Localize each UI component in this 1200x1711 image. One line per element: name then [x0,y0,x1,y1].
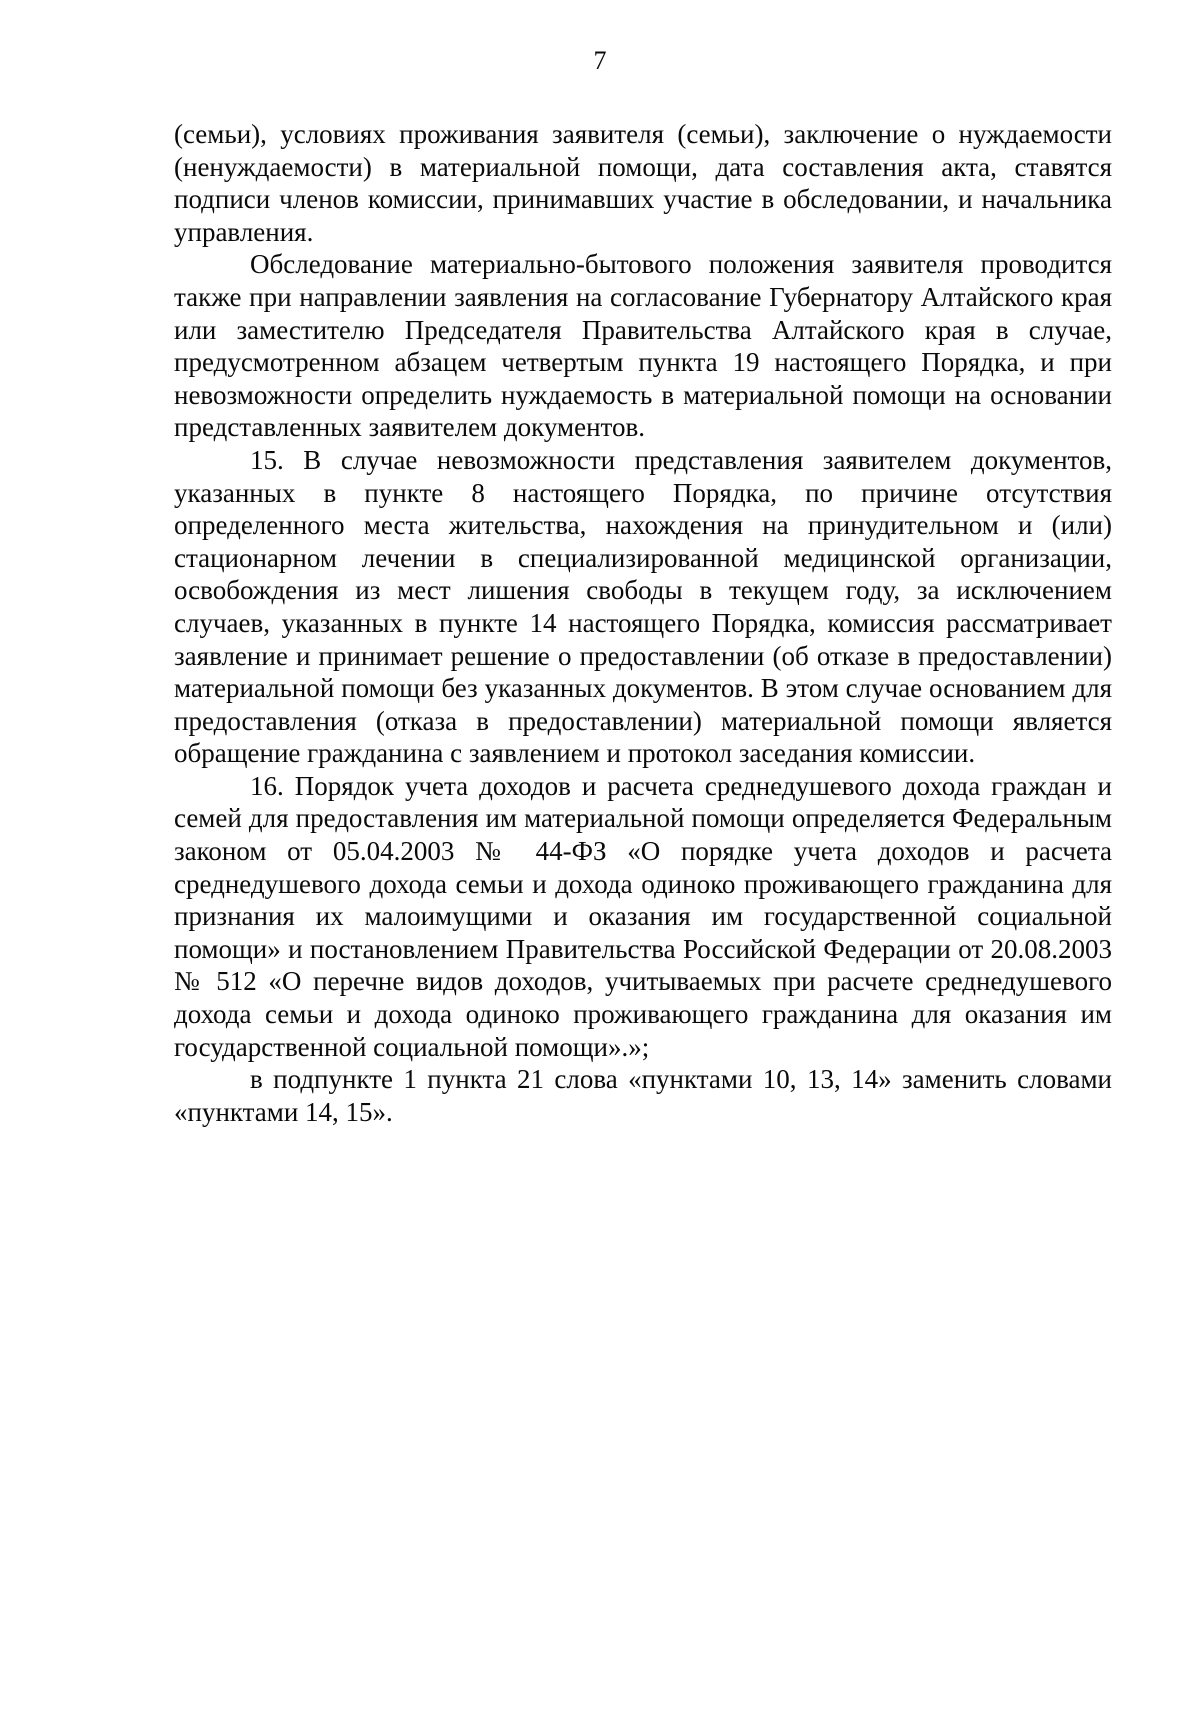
page-number: 7 [593,46,607,75]
paragraph-survey: Обследование материально-бытового положения заявителя проводится также при направлении заявления на согласование Губернатору Алтайского края или заместителю Председателя Правительства Алтайского края в случае, предусмотренном абзацем четвертым пункта 19 настоящего Порядка, и при невозможности определить нуждаемость в материальной помощи на основании представленных заявителем документов. [174,249,1112,443]
paragraph-item-16: 16. Порядок учета доходов и расчета среднедушевого дохода граждан и семей для предоставления им материальной помощи определяется Федеральным законом от 05.04.2003 № 44-ФЗ «О порядке учета доходов и расчета среднедушевого дохода семьи и дохода одиноко проживающего гражданина для признания их малоимущими и оказания им государственной социальной помощи» и постановлением Правительства Российской Федерации от 20.08.2003 № 512 «О перечне видов доходов, учитываемых при расчете среднедушевого дохода семьи и дохода одиноко проживающего гражданина для оказания им государственной социальной помощи».»; [174,770,1112,1062]
paragraph-item-15: 15. В случае невозможности представления заявителем документов, указанных в пункте 8 настоящего Порядка, по причине отсутствия определенного места жительства, нахождения на принудительном и (или) стационарном лечении в специализированной медицинской организации, освобождения из мест лишения свободы в текущем году, за исключением случаев, указанных в пункте 14 настоящего Порядка, комиссия рассматривает заявление и принимает решение о предоставлении (об отказе в предоставлении) материальной помощи без указанных документов. В этом случае основанием для предоставления (отказа в предоставлении) материальной помощи является обращение гражданина с заявлением и протокол заседания комиссии. [174,444,1112,769]
paragraph-continuation: (семьи), условиях проживания заявителя (семьи), заключение о нуждаемости (ненуждаемости) в материальной помощи, дата составления акта, ставятся подписи членов комиссии, принимавших участие в обследовании, и начальника управления. [174,119,1112,247]
paragraph-amendment: в подпункте 1 пункта 21 слова «пунктами 10, 13, 14» заменить словами «пунктами 14, 15». [174,1064,1112,1127]
document-body [174,118,1112,1128]
